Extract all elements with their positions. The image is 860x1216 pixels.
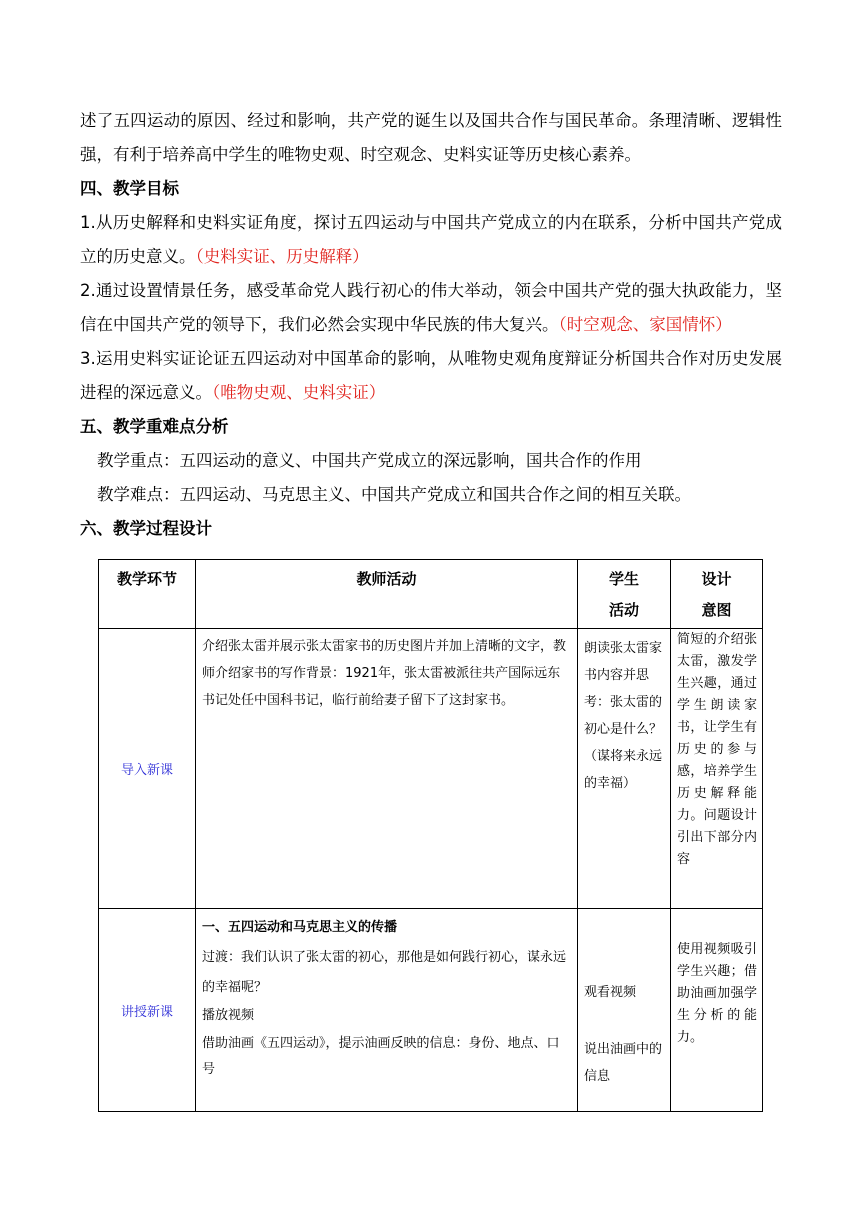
student-describe-painting: 说出油画中的信息 (584, 1042, 663, 1084)
student-activity-lecture (578, 909, 671, 1112)
section-6-heading: 六、教学过程设计 (80, 519, 212, 538)
goal-3-text: 3.运用史料实证论证五四运动对中国革命的影响，从唯物史观角度辩证分析国共合作对历史发展进程的深远意义。 (80, 349, 782, 402)
header-teacher: 教师活动 (196, 560, 578, 629)
goal-1-text: 1.从历史解释和史料实证角度，探讨五四运动与中国共产党成立的内在联系，分析中国共产党成立的历史意义。 (80, 213, 782, 266)
difficult-points: 教学难点：五四运动、马克思主义、中国共产党成立和国共合作之间的相互关联。 (97, 485, 691, 504)
goal-1-tag: （史料实证、历史解释） (195, 247, 369, 266)
goal-2-tag: （时空观念、家国情怀） (558, 315, 732, 334)
teacher-activity-lecture (196, 909, 578, 1112)
header-student-l1: 学生 (608, 570, 639, 588)
lecture-subtitle: 一、五四运动和马克思主义的传播 (202, 920, 398, 935)
student-watch-video: 观看视频 (584, 985, 637, 1000)
table-row (99, 629, 763, 909)
table-row (99, 909, 763, 1112)
stage-intro: 导入新课 (99, 629, 196, 909)
key-points: 教学重点：五四运动的意义、中国共产党成立的深远影响，国共合作的作用 (97, 451, 642, 470)
lecture-play-video: 播放视频 (202, 1008, 255, 1023)
design-intent-intro: 简短的介绍张太雷，激发学生兴趣，通过学生朗读家书，让学生有历史的参与感，培养学生历史解释能力。问题设计引出下部分内容 (671, 629, 763, 909)
goal-2-text: 2.通过设置情景任务，感受革命党人践行初心的伟大举动，领会中国共产党的强大执政能力，坚信在中国共产党的领导下，我们必然会实现中华民族的伟大复兴。 (80, 281, 782, 334)
goal-3-tag: （唯物史观、史料实证） (212, 383, 386, 402)
intro-paragraph: 述了五四运动的原因、经过和影响，共产党的诞生以及国共合作与国民革命。条理清晰、逻辑性强，有利于培养高中学生的唯物史观、时空观念、史料实证等历史核心素养。 (80, 111, 782, 164)
header-intent-l1: 设计 (701, 570, 732, 588)
goal-1 (80, 206, 782, 274)
header-student (578, 560, 671, 629)
header-stage: 教学环节 (99, 560, 196, 629)
student-activity-intro: 朗读张太雷家书内容并思考：张太雷的初心是什么？（谋将来永远的幸福） (578, 629, 671, 909)
design-intent-lecture (671, 909, 763, 1112)
header-intent-l2: 意图 (701, 601, 732, 619)
goal-2 (80, 274, 782, 342)
stage-lecture: 讲授新课 (99, 909, 196, 1112)
design-intent-lecture-text: 使用视频吸引学生兴趣；借助油画加强学生分析的能力。 (677, 942, 757, 1045)
teaching-process-table (98, 559, 763, 1112)
lecture-transition: 过渡：我们认识了张太雷的初心，那他是如何践行初心，谋永远的幸福呢？ (202, 950, 567, 995)
header-intent (671, 560, 763, 629)
lecture-painting: 借助油画《五四运动》，提示油画反映的信息：身份、地点、口号 (202, 1036, 560, 1077)
header-student-l2: 活动 (608, 601, 639, 619)
section-4-heading: 四、教学目标 (80, 179, 179, 198)
table-header-row (99, 560, 763, 629)
teacher-activity-intro: 介绍张太雷并展示张太雷家书的历史图片并加上清晰的文字，教师介绍家书的写作背景：1921年，张太雷被派往共产国际远东书记处任中国科书记，临行前给妻子留下了这封家书。 (196, 629, 578, 909)
section-5-heading: 五、教学重难点分析 (80, 417, 229, 436)
goal-3 (80, 342, 782, 410)
